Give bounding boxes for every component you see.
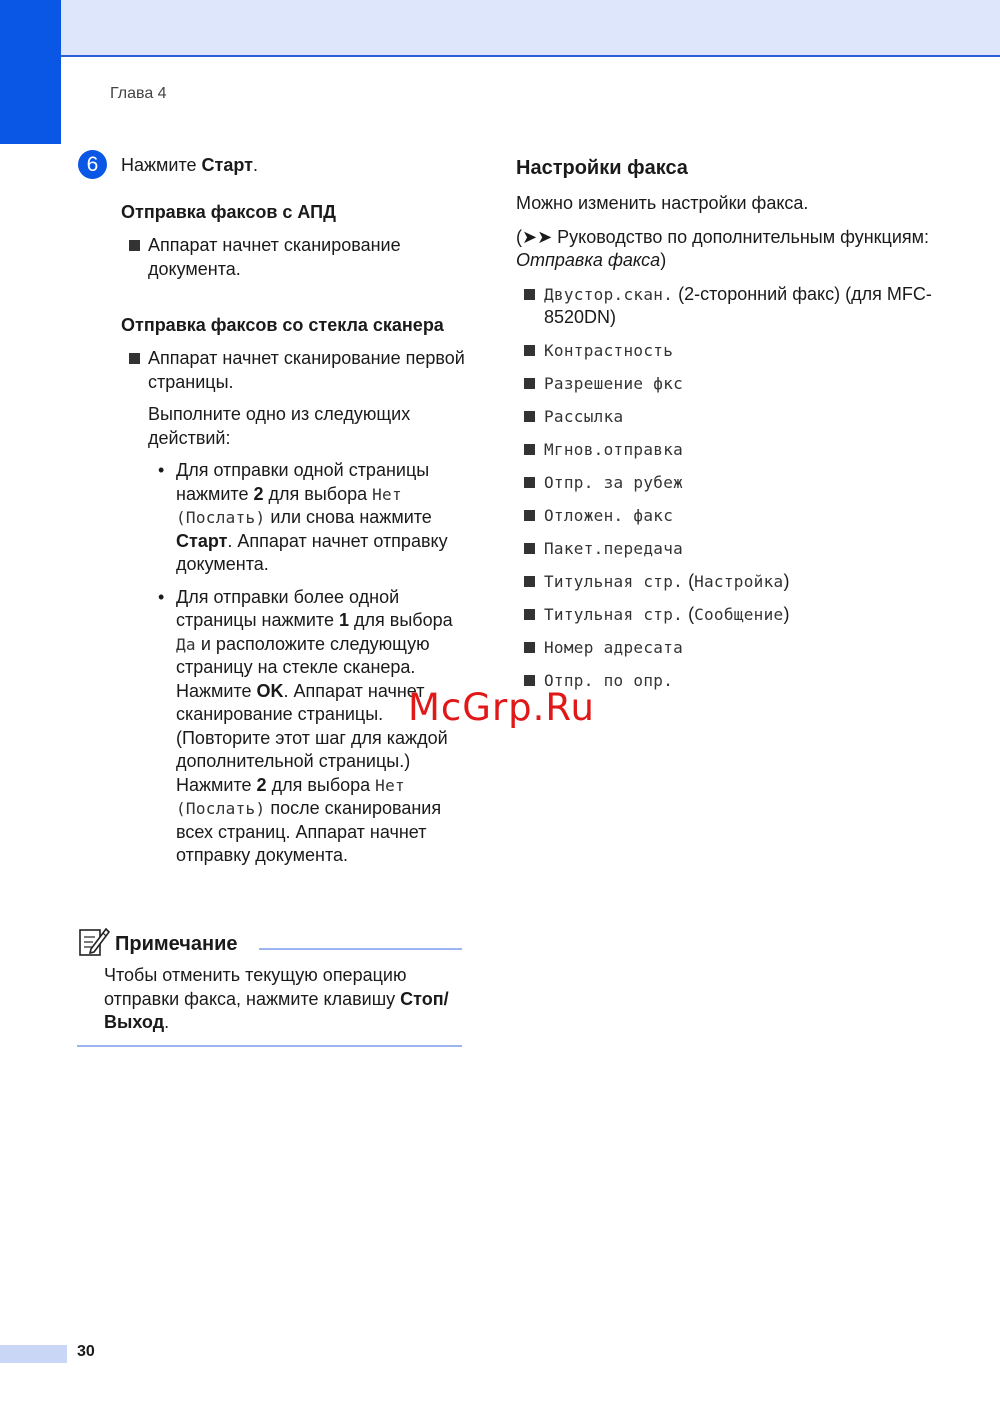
setting-duplex-desc: (2-сторонний факс) (для MFC-8520DN) xyxy=(544,283,932,327)
square-bullet-icon xyxy=(524,411,535,422)
setting-item xyxy=(516,438,956,462)
paren-open: ( xyxy=(683,604,695,624)
setting-item-cover-setup xyxy=(516,570,956,594)
setting-item-label: Контрастность xyxy=(544,341,674,360)
bullet1-key-2: 2 xyxy=(253,483,264,504)
ref-close-paren: ) xyxy=(660,250,667,270)
paren-open: ( xyxy=(683,571,695,591)
square-bullet-icon xyxy=(524,609,535,620)
square-bullet-icon xyxy=(524,444,535,455)
bullet2-text-2: для выбора xyxy=(349,610,453,630)
bullet2-key-1: 1 xyxy=(338,610,349,630)
bullet1-text-1: Для отправки одной страницы нажмите xyxy=(176,460,430,504)
setting-item-label: Отпр. за рубеж xyxy=(544,473,684,492)
note-box xyxy=(77,925,462,1047)
ref-text: Руководство по дополнительным функциям: xyxy=(552,226,929,247)
paren-close: ) xyxy=(783,571,790,591)
page-number: 30 xyxy=(77,1343,95,1360)
reference-line xyxy=(516,226,956,273)
square-bullet-icon xyxy=(524,289,535,300)
setting-item-label: Разрешение фкс xyxy=(544,374,684,393)
square-bullet-icon xyxy=(524,345,535,356)
square-bullet-icon xyxy=(524,378,535,389)
setting-item-duplex xyxy=(516,283,956,330)
dot-bullet-icon: • xyxy=(158,460,165,480)
glass-list-item xyxy=(121,347,466,394)
setting-item-label: Пакет.передача xyxy=(544,539,684,558)
setting-cover-label: Титульная стр. xyxy=(544,572,684,591)
setting-item xyxy=(516,537,956,561)
bullet2-text-5: для выбора xyxy=(266,774,376,795)
setting-item-label: Отложен. факс xyxy=(544,506,674,525)
square-bullet-icon xyxy=(524,543,535,554)
setting-item-label: Мгнов.отправка xyxy=(544,440,684,459)
setting-item-label: Номер адресата xyxy=(544,638,684,657)
note-body xyxy=(104,964,462,1035)
note-header xyxy=(77,925,462,961)
adf-item-text: Аппарат начнет сканирование документа. xyxy=(148,235,401,279)
bullet2-text-6: после сканирования всех страниц. Аппарат начнет отправку документа. xyxy=(176,798,442,865)
settings-list xyxy=(516,636,956,693)
watermark: McGrp.Ru xyxy=(408,686,595,729)
fax-settings-intro: Можно изменить настройки факса. xyxy=(516,193,809,213)
double-arrow-icon: ➤➤ xyxy=(522,226,553,247)
setting-cover-message: Сообщение xyxy=(694,605,784,624)
ref-open-paren: ( xyxy=(516,226,522,247)
dot-bullet-icon: • xyxy=(158,586,165,607)
square-bullet-icon xyxy=(524,675,535,686)
step-pre: Нажмите xyxy=(121,155,202,175)
setting-item xyxy=(516,504,956,528)
bullet1-text-4: . Аппарат начнет отправку документа. xyxy=(176,530,448,574)
note-key-stop-exit: Стоп/Выход xyxy=(104,988,449,1032)
bullet2-text-1: Для отправки более одной страницы нажмите xyxy=(176,586,400,630)
do-one-text: Выполните одно из следующих действий: xyxy=(148,404,411,448)
bullet-one-page xyxy=(121,459,466,577)
bullet2-menu-no-send: Нет (Послать) xyxy=(176,775,405,818)
setting-cover-label: Титульная стр. xyxy=(544,605,684,624)
chapter-tab xyxy=(0,0,61,144)
step-bold-start: Старт xyxy=(201,155,253,175)
step-instruction xyxy=(121,155,258,176)
settings-list xyxy=(516,339,956,561)
chapter-label: Глава 4 xyxy=(110,85,167,102)
bullet2-text-3: и расположите следующую страницу на стекле сканера. Нажмите xyxy=(176,633,430,701)
paren-close: ) xyxy=(783,604,790,624)
setting-item-label: Рассылка xyxy=(544,407,624,426)
bullet2-text-4: . Аппарат начнет сканирование страницы. (Повторите этот шаг для каждой дополнительной страницы.) Нажмите xyxy=(176,680,448,795)
bullet1-key-start: Старт xyxy=(176,530,228,551)
setting-item-label: Отпр. по опр. xyxy=(544,671,674,690)
setting-item xyxy=(516,636,956,660)
glass-heading: Отправка факсов со стекла сканера xyxy=(121,315,444,335)
bullet1-text-2: для выбора xyxy=(263,483,373,504)
setting-item xyxy=(516,405,956,429)
footer-band xyxy=(0,1345,67,1363)
square-bullet-icon xyxy=(524,510,535,521)
right-column xyxy=(516,155,956,702)
step-number-badge: 6 xyxy=(78,150,107,179)
setting-item-cover-message xyxy=(516,603,956,627)
ref-italic-title: Отправка факса xyxy=(516,250,661,270)
bullet2-key-ok: OK xyxy=(256,680,284,701)
square-bullet-icon xyxy=(129,240,140,251)
setting-item xyxy=(516,339,956,363)
bullet2-key-2: 2 xyxy=(256,774,267,795)
bullet1-menu-no-send: Нет (Послать) xyxy=(176,484,402,527)
setting-cover-setup: Настройка xyxy=(694,572,784,591)
setting-item xyxy=(516,372,956,396)
left-column xyxy=(121,200,466,868)
square-bullet-icon xyxy=(524,576,535,587)
note-end: . xyxy=(164,1012,170,1032)
note-text: Чтобы отменить текущую операцию отправки факса, нажмите клавишу xyxy=(104,965,407,1009)
setting-duplex-label: Двустор.скан. xyxy=(544,284,674,304)
note-pencil-icon xyxy=(77,925,111,959)
bullet2-menu-yes: Да xyxy=(176,634,196,654)
square-bullet-icon xyxy=(524,477,535,488)
adf-heading: Отправка факсов с АПД xyxy=(121,202,336,222)
fax-settings-heading: Настройки факса xyxy=(516,157,688,179)
step-post: . xyxy=(252,155,258,175)
bullet1-text-3: или снова нажмите xyxy=(265,507,432,527)
note-title: Примечание xyxy=(115,933,238,955)
setting-item xyxy=(516,471,956,495)
header-band xyxy=(0,0,1000,57)
glass-item-text: Аппарат начнет сканирование первой страницы. xyxy=(148,348,465,392)
square-bullet-icon xyxy=(524,642,535,653)
note-top-rule xyxy=(259,948,462,950)
note-bottom-rule xyxy=(77,1045,462,1047)
square-bullet-icon xyxy=(129,353,140,364)
adf-list-item xyxy=(121,234,466,281)
